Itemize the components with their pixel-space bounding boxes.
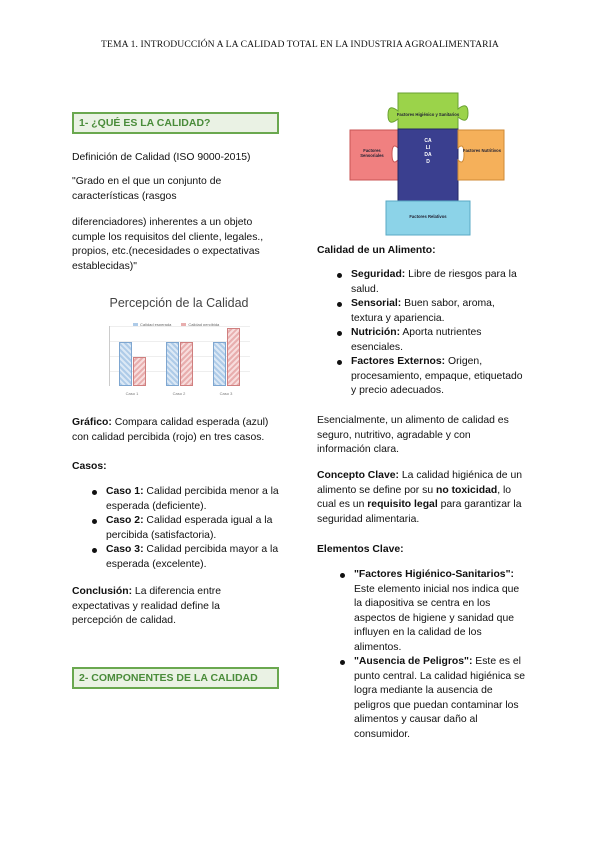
case-item <box>89 485 289 514</box>
key-concept-bold-2: requisito legal <box>367 499 438 510</box>
key-element-label: "Factores Higiénico-Sanitarios": <box>354 569 514 580</box>
bar-caso-2-expected <box>166 342 179 386</box>
bar-caso-2-perceived <box>180 342 193 386</box>
quality-perception-chart <box>103 296 255 400</box>
section-heading-2: 2- COMPONENTES DE LA CALIDAD <box>72 667 279 689</box>
bar-caso-3-expected <box>213 342 226 386</box>
key-concept-text-1: La calidad higiénica de un alimento se define por su <box>317 470 523 496</box>
document-header: TEMA 1. INTRODUCCIÓN A LA CALIDAD TOTAL EN LA INDUSTRIA AGROALIMENTARIA <box>101 39 499 50</box>
case-label: Caso 3: <box>106 544 144 555</box>
puzzle-label-left: Factores Sensoriales <box>360 148 384 158</box>
cases-heading: Casos: <box>72 461 107 472</box>
key-concept-text-2: , lo cual es un <box>317 484 512 510</box>
key-concept <box>317 469 529 527</box>
definition-quote-rest: diferenciadores) inherentes a un objeto cumple los requisitos del cliente, legales., propios, etc.(necesidades o expectativas establecidas)" <box>72 217 264 272</box>
item-text: Origen, procesamiento, empaque, etiquetado y precio adecuados. <box>351 356 523 396</box>
summary-paragraph: Esencialmente, un alimento de calidad es seguro, nutritivo, agradable y con información clara. <box>317 415 509 455</box>
definition-label: Definición de Calidad (ISO 9000-2015) <box>72 152 251 163</box>
food-quality-item <box>334 355 528 399</box>
item-text: Libre de riesgos para la salud. <box>351 269 517 295</box>
definition-quote-start: "Grado en el que un conjunto de características (rasgos <box>72 176 222 202</box>
item-label: Sensorial: <box>351 298 402 309</box>
case-text: Calidad percibida menor a la esperada (deficiente). <box>106 486 279 512</box>
conclusion <box>72 585 272 629</box>
x-tick-label: Caso 3 <box>219 391 233 396</box>
quality-puzzle-diagram <box>328 90 526 238</box>
food-quality-heading: Calidad de un Alimento: <box>317 245 436 256</box>
key-element-text: Este es el punto central. La calidad higiénica se logra mediante la ausencia de peligros que puedan contaminar los alimentos y causar daño al consumidor. <box>354 656 525 740</box>
conclusion-text: La diferencia entre expectativas y realidad define la percepción de calidad. <box>72 586 221 626</box>
key-concept-bold-1: no toxicidad <box>436 484 498 496</box>
section-heading-1: 1- ¿QUÉ ES LA CALIDAD? <box>72 112 279 134</box>
case-item <box>89 543 289 572</box>
case-label: Caso 2: <box>106 515 144 526</box>
food-quality-item <box>334 268 528 297</box>
food-quality-item <box>334 326 528 355</box>
chart-plot-area <box>109 326 250 386</box>
key-concept-text-3: para garantizar la seguridad alimentaria. <box>317 499 522 525</box>
gridline <box>110 326 250 327</box>
graph-caption-text: Compara calidad esperada (azul) con calidad percibida (rojo) en tres casos. <box>72 417 269 443</box>
key-element-item <box>337 655 529 742</box>
case-label: Caso 1: <box>106 486 144 497</box>
case-text: Calidad esperada igual a la percibida (satisfactoria). <box>106 515 273 541</box>
item-label: Factores Externos: <box>351 356 446 367</box>
legend-label-perceived: Calidad percibida <box>188 322 220 327</box>
graph-caption <box>72 416 284 445</box>
puzzle-label-bottom: Factores Relativos <box>409 214 447 219</box>
key-elements-heading: Elementos Clave: <box>317 544 404 555</box>
item-text: Buen sabor, aroma, textura y apariencia. <box>351 298 495 324</box>
item-label: Nutrición: <box>351 327 401 338</box>
key-element-item <box>337 568 529 655</box>
puzzle-label-top: Factores Higiénico y Sanitarios <box>396 112 460 117</box>
x-tick-label: Caso 1 <box>125 391 139 396</box>
conclusion-label: Conclusión: <box>72 586 133 597</box>
food-quality-item <box>334 297 528 326</box>
cases-list <box>89 485 289 572</box>
food-quality-list <box>334 268 528 399</box>
key-element-text: Este elemento inicial nos indica que la diapositiva se centra en los aspectos de higiene y sanidad que influyen en la calidad de los alimentos. <box>354 583 520 653</box>
item-label: Seguridad: <box>351 269 406 280</box>
case-item <box>89 514 289 543</box>
graph-caption-label: Gráfico: <box>72 417 112 428</box>
x-tick-label: Caso 2 <box>172 391 186 396</box>
bar-caso-1-expected <box>119 342 132 386</box>
key-element-label: "Ausencia de Peligros": <box>354 656 473 667</box>
key-elements-list <box>337 568 529 742</box>
item-text: Aporta nutrientes esenciales. <box>351 327 482 353</box>
legend-label-expected: Calidad esperada <box>140 322 172 327</box>
puzzle-label-right: Factores Nutritivos <box>462 148 502 153</box>
bar-caso-1-perceived <box>133 357 146 386</box>
case-text: Calidad percibida mayor a la esperada (excelente). <box>106 544 279 570</box>
key-concept-label: Concepto Clave: <box>317 470 399 481</box>
puzzle-label-center: CALIDAD <box>424 138 432 165</box>
bar-caso-3-perceived <box>227 328 240 386</box>
chart-title: Percepción de la Calidad <box>109 296 249 310</box>
